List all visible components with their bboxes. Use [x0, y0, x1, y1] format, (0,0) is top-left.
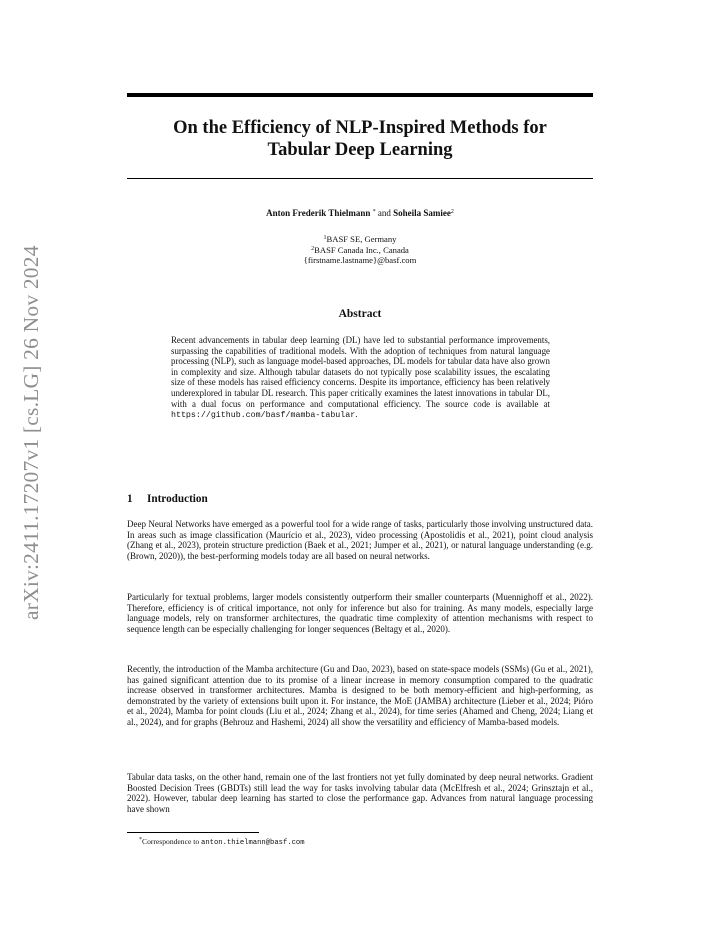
author-1: Anton Frederik Thielmann [266, 208, 371, 218]
footnote-email[interactable]: anton.thielmann@basf.com [201, 839, 305, 847]
paragraph-3: Recently, the introduction of the Mamba architecture (Gu and Dao, 2023), based on state-space models (SSMs) (Gu et al., 2021), has gained significant attention due to its promise of a linear increase in memory consumption compared to the quadratic increase observed in transformer architectures. Mamba is designed to be both memory-efficient and high-performing, as demonstrated by the variety of extensions built upon it. For instance, the MoE (JAMBA) architecture (Lieber et al., 2024; Pióro et al., 2024), Mamba for point clouds (Liu et al., 2024; Zhang et al., 2024), for time series (Ahamed and Cheng, 2024; Liang et al., 2024), and for graphs (Behrouz and Hashemi, 2024) all show the versatility and efficiency of Mamba-based models. [127, 664, 593, 727]
abstract-text: Recent advancements in tabular deep learning (DL) have led to substantial performance improvements, surpassing the capabilities of traditional models. With the adoption of techniques from natural language processing (NLP), such as language model-based approaches, DL models for tabular data have also grown in complexity and size. Although tabular datasets do not typically pose scalability issues, the escalating size of these models has raised efficiency concerns. Despite its importance, efficiency has been relatively underexplored in tabular DL research. This paper critically examines the latest innovations in tabular DL, with a dual focus on performance and computational efficiency. The source code is available at [171, 335, 550, 409]
author-2: Soheila Samiee [393, 208, 451, 218]
abstract-heading: Abstract [338, 308, 382, 320]
footnote-mark: * [139, 837, 142, 843]
source-code-link[interactable]: https://github.com/basf/mamba-tabular [171, 411, 356, 421]
contact-email: {firstname.lastname}@basf.com [303, 255, 417, 265]
arxiv-identifier: arXiv:2411.17207v1 [cs.LG] 26 Nov 2024 [19, 245, 43, 620]
author-1-mark: * [372, 209, 376, 215]
affiliations [127, 234, 593, 266]
paragraph-1: Deep Neural Networks have emerged as a powerful tool for a wide range of tasks, particularly those involving unstructured data. In areas such as image classification (Maurício et al., 2023), video processing (Apostolidis et al., 2021), point cloud analysis (Zhang et al., 2023), protein structure prediction (Baek et al., 2021; Jumper et al., 2021), or natural language understanding (e.g. (Brown, 2020)), the best-performing models today are all based on neural networks. [127, 519, 593, 561]
affiliation-1-number: 1 [323, 235, 327, 241]
affiliation-2-number: 2 [311, 245, 315, 252]
title-bottom-rule [127, 178, 593, 179]
paper-title [127, 117, 593, 161]
author-2-mark: 2 [450, 209, 454, 215]
author-list [127, 207, 593, 219]
affiliation-1: BASF SE, Germany [326, 234, 397, 244]
paragraph-4: Tabular data tasks, on the other hand, remain one of the last frontiers not yet fully dominated by deep neural networks. Gradient Boosted Decision Trees (GBDTs) still lead the way for tasks involving tabular data (McElfresh et al., 2024; Grinsztajn et al., 2022). However, tabular deep learning has started to close the performance gap. Advances from natural language processing have shown [127, 772, 593, 814]
title-top-rule [127, 93, 593, 97]
footnote-rule [127, 832, 259, 833]
author-connector: and [375, 208, 394, 218]
abstract-end: . [355, 409, 358, 420]
section-number: 1 [127, 493, 133, 505]
paragraph-2: Particularly for textual problems, larger models consistently outperform their smaller counterparts (Muennighoff et al., 2022). Therefore, efficiency is of critical importance, not only for inference but also for training. As many models, especially large language models, rely on transformer architectures, the quadratic time complexity of attention mechanisms with respect to sequence length can be especially challenging for longer sequences (Beltagy et al., 2020). [127, 592, 593, 634]
title-line-2: Tabular Deep Learning [267, 140, 453, 160]
title-line-1: On the Efficiency of NLP-Inspired Methods for [173, 118, 547, 138]
footnote [139, 837, 589, 848]
abstract-body [171, 335, 550, 422]
section-heading [127, 493, 593, 505]
footnote-text: Correspondence to [142, 837, 202, 846]
section-title: Introduction [147, 493, 208, 505]
affiliation-2: BASF Canada Inc., Canada [314, 244, 409, 255]
